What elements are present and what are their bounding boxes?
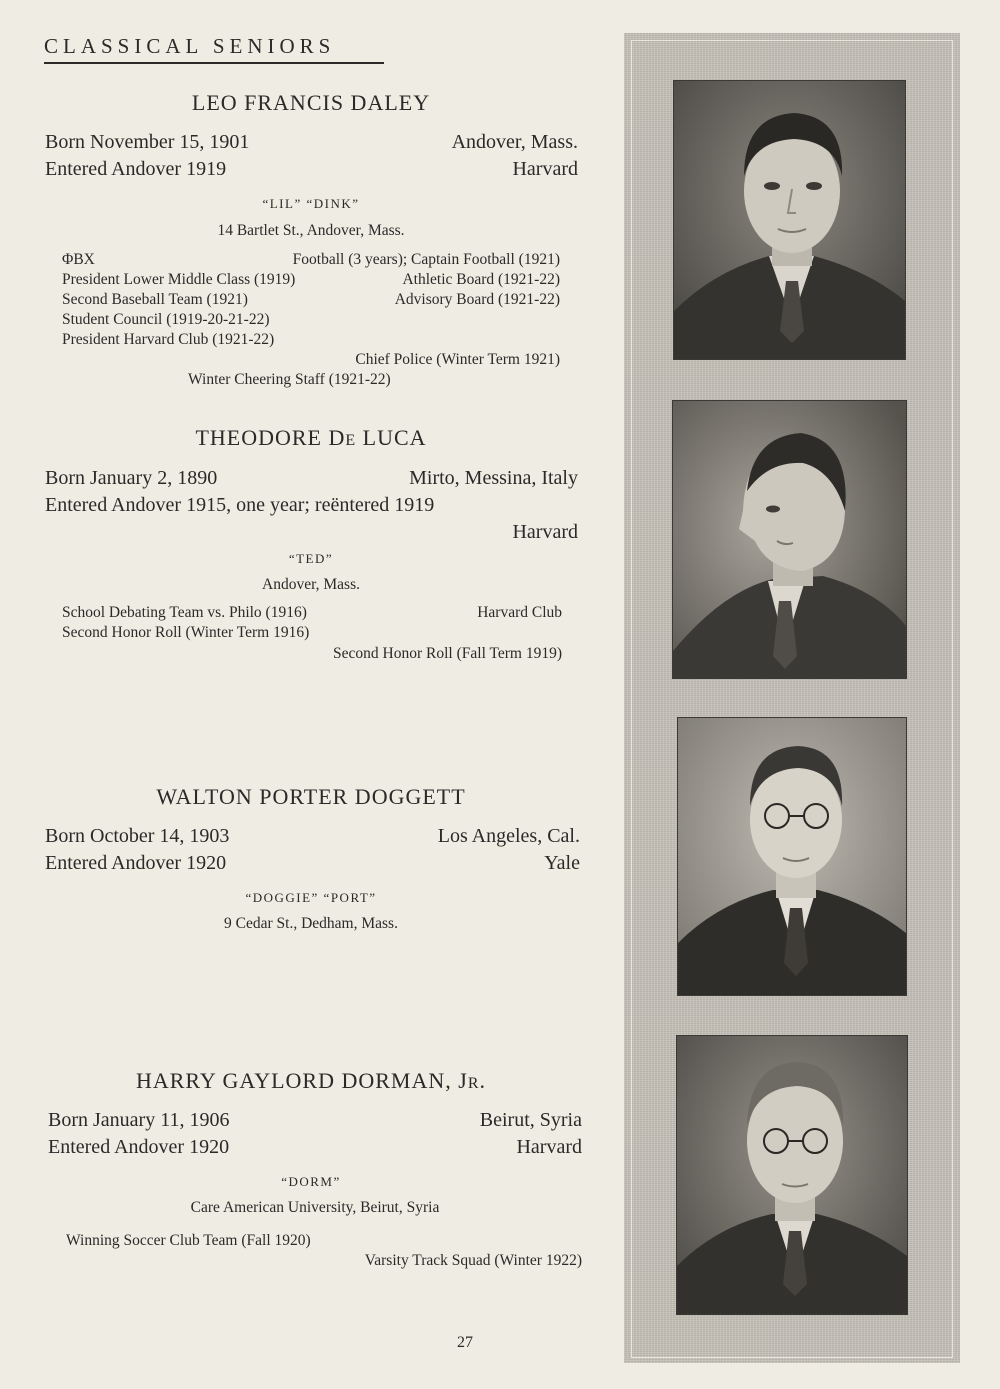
senior-1-nicknames: “LIL” “DINK” [262,196,360,211]
portrait-photo-daley [673,80,906,360]
senior-1-address: 14 Bartlet St., Andover, Mass. [217,222,405,239]
senior-4-name [0,1068,622,1094]
senior-2-activity: Harvard Club [477,604,562,621]
senior-3-name: WALTON PORTER DOGGETT [156,784,466,809]
senior-1-hometown: Andover, Mass. [451,131,578,153]
senior-3-born: Born October 14, 1903 [45,825,230,847]
portrait-photo-de-luca [672,400,907,679]
senior-1-activity: Athletic Board (1921-22) [402,271,560,288]
senior-2-entered: Entered Andover 1915, one year; reëntered 1919 [45,494,435,516]
senior-2-college: Harvard [512,521,578,543]
senior-1-entered: Entered Andover 1919 [45,158,227,180]
senior-1-born: Born November 15, 1901 [45,131,250,153]
senior-4-activity: Winning Soccer Club Team (Fall 1920) [66,1232,311,1249]
senior-2-activity: Second Honor Roll (Winter Term 1916) [62,624,310,641]
senior-3-hometown: Los Angeles, Cal. [437,825,580,847]
senior-4-entered: Entered Andover 1920 [48,1136,230,1158]
senior-2-address: Andover, Mass. [262,576,360,593]
senior-1-activity: President Lower Middle Class (1919) [62,271,296,288]
senior-1-activity: Student Council (1919-20-21-22) [62,311,270,328]
page-number: 27 [457,1334,473,1351]
senior-1-activity: Winter Cheering Staff (1921-22) [188,371,391,388]
senior-1-activity: Chief Police (Winter Term 1921) [355,351,560,368]
senior-3-nicknames: “DOGGIE” “PORT” [245,890,377,905]
senior-4-college: Harvard [516,1136,582,1158]
page-header: CLASSICAL SENIORS [44,34,336,58]
senior-2-name-last: LUCA [362,425,427,450]
portrait-photo-dorman [676,1035,908,1315]
senior-2-born: Born January 2, 1890 [45,467,218,489]
senior-4-activity: Varsity Track Squad (Winter 1922) [364,1252,582,1269]
senior-4-hometown: Beirut, Syria [479,1109,582,1131]
senior-4-name-main: HARRY GAYLORD DORMAN, [135,1068,452,1093]
senior-2-activity: Second Honor Roll (Fall Term 1919) [333,645,562,662]
senior-1-activity: Second Baseball Team (1921) [62,291,248,308]
senior-1-fraternity: ΦBX [62,251,95,268]
senior-3-college: Yale [544,852,580,874]
senior-4-address: Care American University, Beirut, Syria [190,1199,440,1216]
senior-1-activity: Advisory Board (1921-22) [394,291,560,308]
senior-2-nicknames: “TED” [288,551,334,566]
senior-1-activity: President Harvard Club (1921-22) [62,331,275,348]
senior-4-born: Born January 11, 1906 [48,1109,230,1131]
senior-2-name [0,425,622,451]
senior-2-name-de: DE [328,425,357,450]
senior-2-name-first: THEODORE [195,425,322,450]
senior-2-activity: School Debating Team vs. Philo (1916) [62,604,307,621]
senior-1-college: Harvard [512,158,578,180]
senior-2-hometown: Mirto, Messina, Italy [409,467,578,489]
senior-4-name-suffix: JR. [458,1068,487,1093]
senior-3-entered: Entered Andover 1920 [45,852,227,874]
portrait-photo-doggett [677,717,907,996]
header-underline [44,62,384,64]
senior-1-name: LEO FRANCIS DALEY [191,90,431,115]
senior-1-activity: Football (3 years); Captain Football (1921) [292,251,560,268]
senior-3-address: 9 Cedar St., Dedham, Mass. [224,915,398,932]
senior-4-nicknames: “DORM” [281,1174,341,1189]
